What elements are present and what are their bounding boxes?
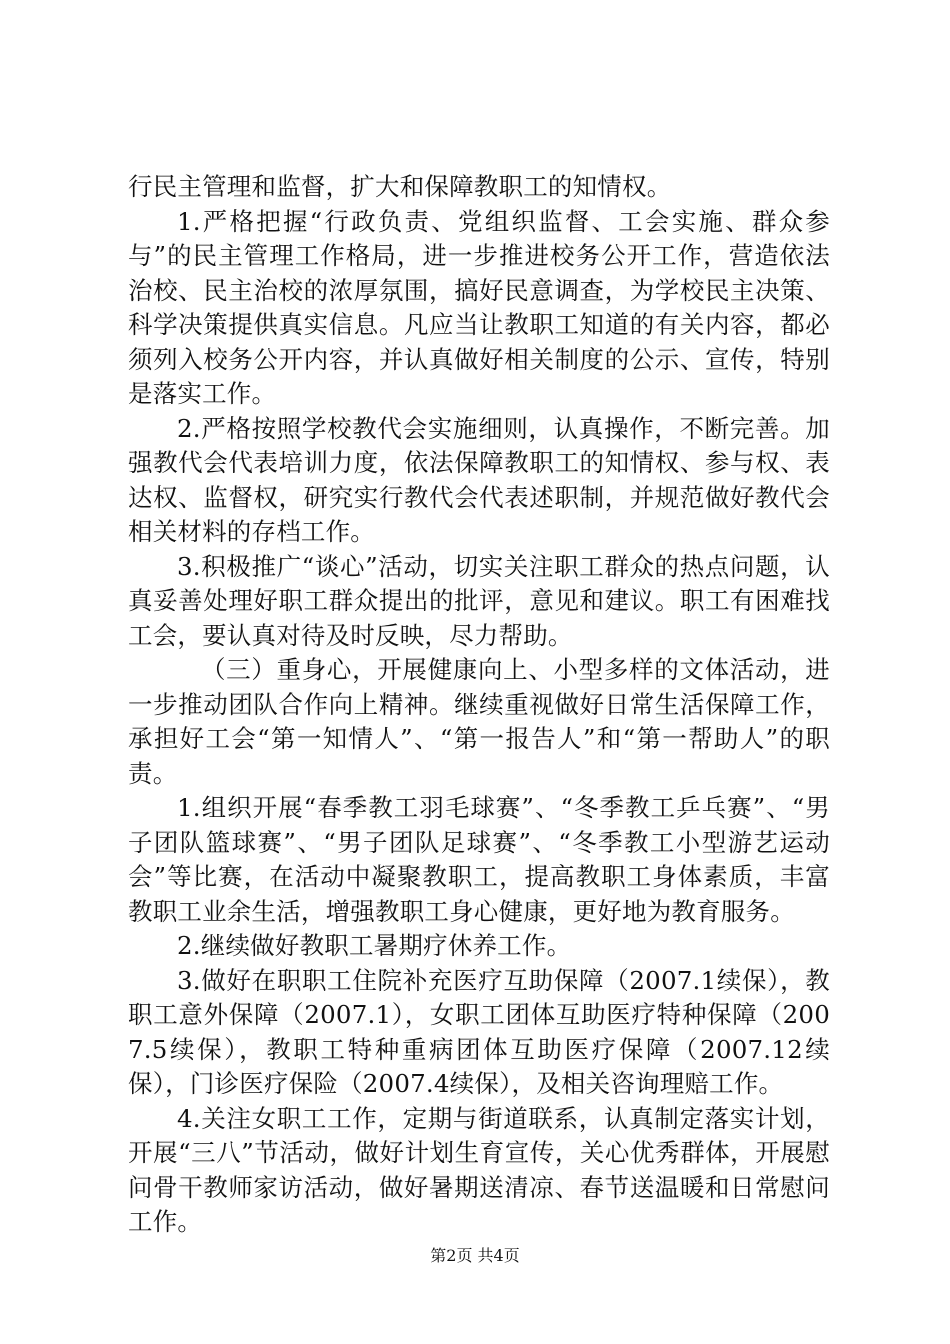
paragraph-sub-item-4: 4.关注女职工工作，定期与街道联系，认真制定落实计划，开展“三八”节活动，做好计划生育宣传，关心优秀群体，开展慰问骨干教师家访活动，做好暑期送清凉、春节送温暖和日常慰问工作。	[128, 1103, 830, 1236]
paragraph-continuation: 行民主管理和监督，扩大和保障教职工的知情权。	[128, 172, 672, 201]
paragraph-item-1: 1.严格把握“行政负责、党组织监督、工会实施、群众参与”的民主管理工作格局，进一步推进校务公开工作，营造依法治校、民主治校的浓厚氛围，搞好民意调查，为学校民主决策、科学决策提供真实信息。凡应当让教职工知道的有关内容，都必须列入校务公开内容，并认真做好相关制度的公示、宣传，特别是落实工作。	[128, 206, 830, 408]
paragraph-sub-item-2: 2.继续做好教职工暑期疗休养工作。	[177, 931, 572, 960]
paragraph-item-2: 2.严格按照学校教代会实施细则，认真操作，不断完善。加强教代会代表培训力度，依法保障教职工的知情权、参与权、表达权、监督权，研究实行教代会代表述职制，并规范做好教代会相关材料的存档工作。	[128, 413, 830, 546]
paragraph-sub-item-3: 3.做好在职职工住院补充医疗互助保障（2007.1续保），教职工意外保障（2007.1），女职工团体互助医疗特种保障（2007.5续保），教职工特种重病团体互助医疗保障（2007.12续保），门诊医疗保险（2007.4续保），及相关咨询理赔工作。	[128, 965, 830, 1098]
paragraph-item-3: 3.积极推广“谈心”活动，切实关注职工群众的热点问题，认真妥善处理好职工群众提出的批评，意见和建议。职工有困难找工会，要认真对待及时反映，尽力帮助。	[128, 551, 830, 650]
page-number-footer: 第2页 共4页	[430, 1246, 520, 1265]
paragraph-sub-item-1: 1.组织开展“春季教工羽毛球赛”、“冬季教工乒乓赛”、“男子团队篮球赛”、“男子团队足球赛”、“冬季教工小型游艺运动会”等比赛，在活动中凝聚教职工，提高教职工身体素质，丰富教职工业余生活，增强教职工身心健康，更好地为教育服务。	[128, 793, 830, 926]
section-heading-3: （三）重身心，开展健康向上、小型多样的文体活动，进一步推动团队合作向上精神。继续重视做好日常生活保障工作，承担好工会“第一知情人”、“第一报告人”和“第一帮助人”的职责。	[128, 655, 830, 788]
document-body	[128, 170, 830, 1240]
